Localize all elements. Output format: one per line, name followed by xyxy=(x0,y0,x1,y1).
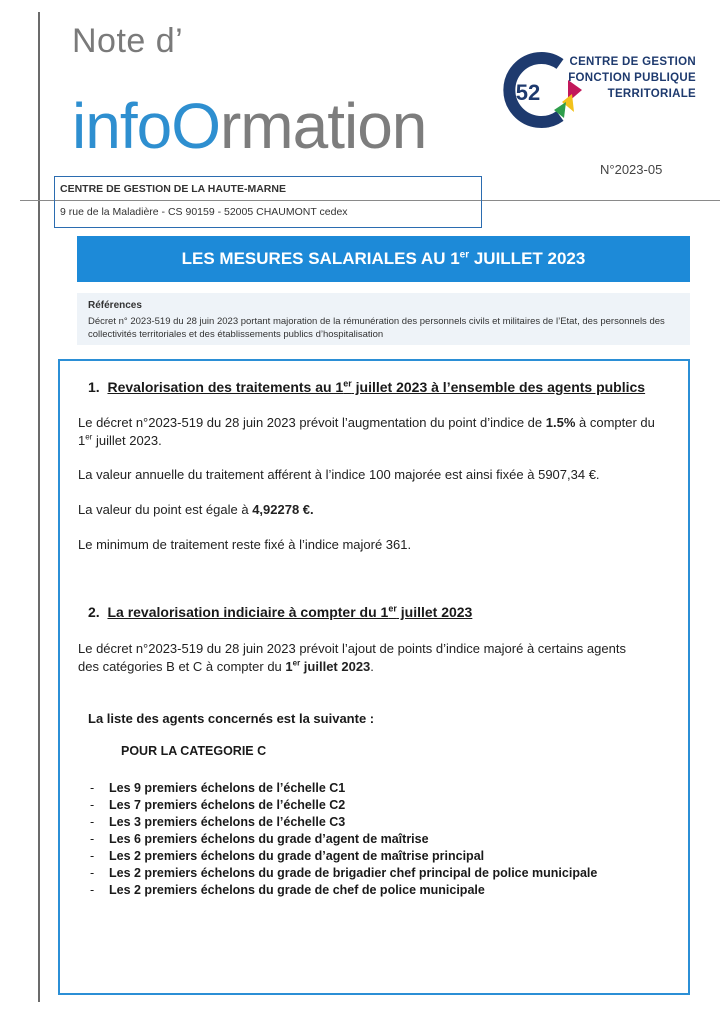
information-wordmark xyxy=(72,90,427,162)
s1p3-a: La valeur du point est égale à xyxy=(78,502,253,517)
s2p1-a: des catégories B et C à compter du xyxy=(78,659,286,674)
logo-text xyxy=(556,54,696,102)
content-frame xyxy=(58,359,690,995)
list-item xyxy=(90,797,597,814)
s1p3-bold: 4,92278 €. xyxy=(252,502,314,517)
list-item xyxy=(90,865,597,882)
s1-title-b: juillet 2023 à l’ensemble des agents publics xyxy=(351,379,646,395)
s2-title-b: juillet 2023 xyxy=(396,604,473,620)
wordmark-rmation: rmation xyxy=(219,90,427,162)
list-dash: - xyxy=(90,883,95,897)
logo-number: 52 xyxy=(515,80,541,105)
list-dash: - xyxy=(90,832,95,846)
section-1-number: 1. xyxy=(88,379,100,395)
s2p1-bold-sup: er xyxy=(292,658,301,668)
s1p1-c: 1 xyxy=(78,433,86,448)
section-1-heading xyxy=(107,379,645,395)
list-dash: - xyxy=(90,849,95,863)
list-item xyxy=(90,780,597,797)
references-title: Références xyxy=(88,300,142,311)
s2p1-end: . xyxy=(370,659,374,674)
document-title xyxy=(77,236,690,282)
s1p1-d: juillet 2023. xyxy=(92,433,162,448)
section-1-paragraph-2: La valeur annuelle du traitement afférent à l’indice 100 majorée est ainsi fixée à 5907,34 €. xyxy=(78,467,600,482)
title-text-2: JUILLET 2023 xyxy=(469,249,586,268)
logo-line-3: TERRITORIALE xyxy=(607,88,696,100)
s2-title-sup: er xyxy=(388,603,397,614)
list-item-text: Les 2 premiers échelons du grade de brigadier chef principal de police municipale xyxy=(109,866,598,880)
list-intro: La liste des agents concernés est la suivante : xyxy=(88,711,375,726)
section-1-title xyxy=(88,379,645,395)
section-2-heading xyxy=(107,604,472,620)
s2p1-line1: Le décret n°2023-519 du 28 juin 2023 prévoit l’ajout de points d’indice majoré à certains agents xyxy=(78,641,626,656)
list-dash: - xyxy=(90,866,95,880)
list-dash: - xyxy=(90,781,95,795)
organization-address: 9 rue de la Maladière - CS 90159 - 52005 CHAUMONT cedex xyxy=(60,206,348,218)
note-title: Note d’ xyxy=(72,22,184,60)
margin-line xyxy=(38,12,40,1002)
list-item-text: Les 7 premiers échelons de l’échelle C2 xyxy=(109,798,346,812)
section-2-paragraph-1 xyxy=(78,640,678,676)
list-item-text: Les 3 premiers échelons de l’échelle C3 xyxy=(109,815,346,829)
list-item-text: Les 2 premiers échelons du grade de chef de police municipale xyxy=(109,883,485,897)
logo-line-1: CENTRE DE GESTION xyxy=(569,56,696,68)
document-number: N°2023-05 xyxy=(600,162,663,177)
list-item-text: Les 6 premiers échelons du grade d’agent de maîtrise xyxy=(109,832,429,846)
s1-title-sup: er xyxy=(343,378,352,389)
s1p1-bold: 1.5% xyxy=(545,415,576,430)
list-item-text: Les 9 premiers échelons de l’échelle C1 xyxy=(109,781,346,795)
list-dash: - xyxy=(90,815,95,829)
wordmark-info: info xyxy=(72,90,172,162)
s2p1-bold-a: 1 xyxy=(285,659,293,674)
section-2-number: 2. xyxy=(88,604,100,620)
s1p1-a: Le décret n°2023-519 du 28 juin 2023 prévoit l’augmentation du point d’indice de xyxy=(78,415,546,430)
organization-name: CENTRE DE GESTION DE LA HAUTE-MARNE xyxy=(60,183,286,195)
title-text-1: LES MESURES SALARIALES AU 1 xyxy=(181,249,460,268)
category-title: POUR LA CATEGORIE C xyxy=(121,744,267,758)
section-1-paragraph-4: Le minimum de traitement reste fixé à l’indice majoré 361. xyxy=(78,537,412,552)
s2-title-a: La revalorisation indiciaire à compter du 1 xyxy=(107,604,389,620)
list-dash: - xyxy=(90,798,95,812)
s1-title-a: Revalorisation des traitements au 1 xyxy=(107,379,344,395)
s1p1-b: à compter du xyxy=(575,415,655,430)
section-2-title xyxy=(88,604,472,620)
section-1-paragraph-1 xyxy=(78,414,678,450)
list-item-text: Les 2 premiers échelons du grade d’agent de maîtrise principal xyxy=(109,849,485,863)
s1p1-sup: er xyxy=(85,432,93,442)
wordmark-o: O xyxy=(171,90,220,162)
logo-line-2: FONCTION PUBLIQUE xyxy=(568,72,696,84)
s2p1-bold xyxy=(285,659,370,674)
list-item xyxy=(90,882,597,899)
section-1-paragraph-3 xyxy=(78,501,678,519)
category-c-list xyxy=(90,780,597,899)
references-body: Décret n° 2023-519 du 28 juin 2023 portant majoration de la rémunération des personnels civils et militaires de l’Etat, des personnels des collectivités territoriales et des établissements publics d’hospitalisation xyxy=(88,316,665,340)
s2p1-bold-b: juillet 2023 xyxy=(300,659,371,674)
title-sup: er xyxy=(459,249,470,261)
list-item xyxy=(90,814,597,831)
list-item xyxy=(90,831,597,848)
list-item xyxy=(90,848,597,865)
